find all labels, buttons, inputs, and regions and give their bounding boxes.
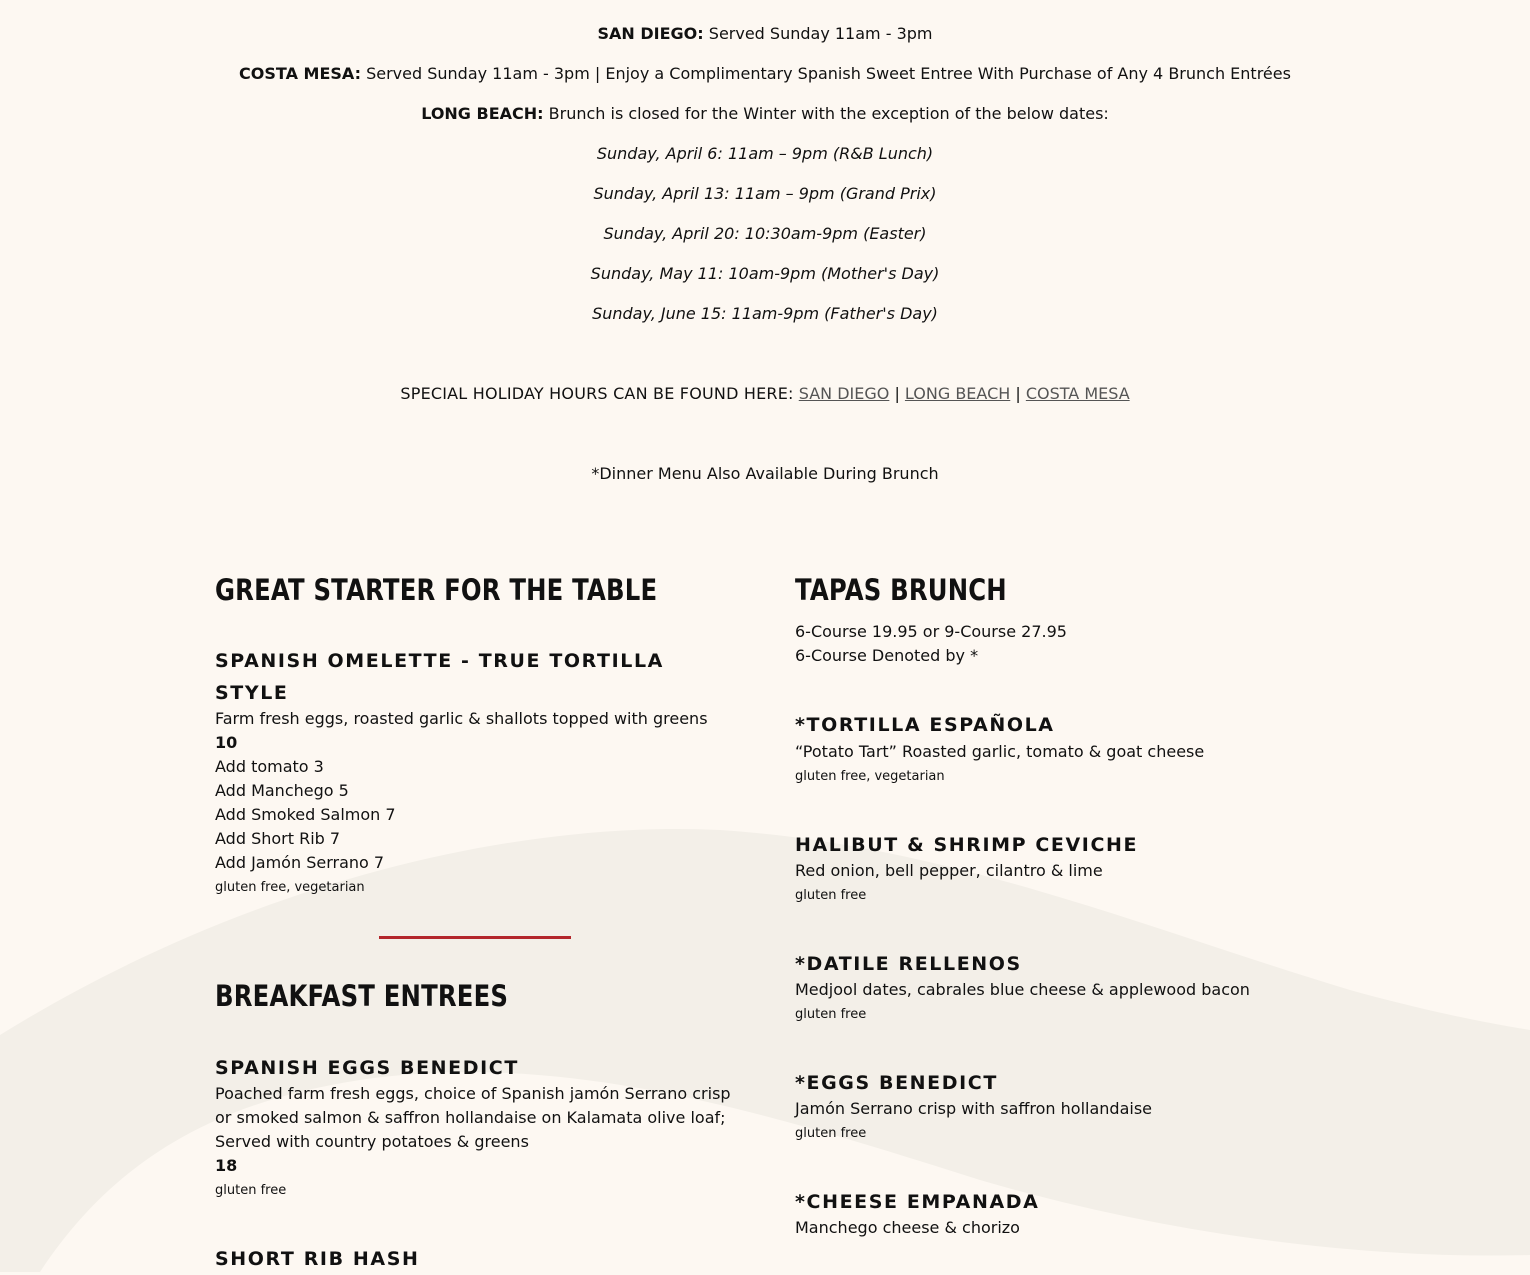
menu-item-title: SPANISH EGGS BENEDICT: [215, 1057, 519, 1079]
menu-item-description: “Potato Tart” Roasted garlic, tomato & goat cheese: [795, 742, 1205, 761]
long-beach-text: Brunch is closed for the Winter with the exception of the below dates:: [548, 104, 1109, 123]
date-text: Sunday, April 13: 11am – 9pm (Grand Prix): [593, 184, 937, 203]
menu-item-description: Red onion, bell pepper, cilantro & lime: [795, 861, 1103, 880]
dietary-tags: gluten free: [795, 888, 867, 903]
dietary-tags: gluten free, vegetarian: [795, 769, 945, 784]
holiday-link-san-diego[interactable]: SAN DIEGO: [798, 384, 890, 403]
menu-item-description: Farm fresh eggs, roasted garlic & shallots topped with greens: [215, 709, 708, 728]
date-text: Sunday, April 20: 10:30am-9pm (Easter): [603, 224, 927, 243]
long-beach-date: [0, 302, 1530, 326]
addon-item: Add Smoked Salmon 7: [215, 805, 396, 824]
long-beach-hours: [0, 102, 1530, 126]
costa-mesa-hours: [0, 62, 1530, 86]
long-beach-date: [0, 262, 1530, 286]
menu-item-description: Manchego cheese & chorizo: [795, 1218, 1020, 1237]
holiday-hours-line: [0, 382, 1530, 406]
costa-mesa-text: Served Sunday 11am - 3pm | Enjoy a Complimentary Spanish Sweet Entree With Purchase of Any 4 Brunch Entrées: [366, 64, 1291, 83]
addon-item: Add Short Rib 7: [215, 829, 341, 848]
section-divider: [379, 936, 571, 939]
course-note: 6-Course Denoted by *: [795, 646, 979, 665]
menu-item-title: HALIBUT & SHRIMP CEVICHE: [795, 834, 1139, 856]
san-diego-hours: [0, 22, 1530, 46]
long-beach-date: [0, 182, 1530, 206]
menu-item-description: Poached farm fresh eggs, choice of Spanish jamón Serrano crisp or smoked salmon & saffron hollandaise on Kalamata olive loaf; Served with country potatoes & greens: [215, 1084, 731, 1151]
holiday-link-costa-mesa[interactable]: COSTA MESA: [1025, 384, 1130, 403]
dietary-tags: gluten free: [795, 1126, 867, 1141]
holiday-link-long-beach[interactable]: LONG BEACH: [904, 384, 1011, 403]
date-text: Sunday, April 6: 11am – 9pm (R&B Lunch): [596, 144, 934, 163]
menu-item-description: Medjool dates, cabrales blue cheese & applewood bacon: [795, 980, 1250, 999]
addon-item: Add Manchego 5: [215, 781, 349, 800]
breakfast-heading: BREAKFAST ENTREES: [215, 979, 509, 1013]
menu-item-title: SHORT RIB HASH: [215, 1248, 420, 1270]
menu-item-title: *CHEESE EMPANADA: [795, 1191, 1040, 1213]
link-separator: |: [894, 384, 900, 403]
menu-item-price: 18: [215, 1156, 238, 1175]
tapas-heading: TAPAS BRUNCH: [795, 573, 1007, 607]
menu-item-title: *TORTILLA ESPAÑOLA: [795, 714, 1055, 736]
dietary-tags: gluten free: [795, 1007, 867, 1022]
dinner-menu-note: *Dinner Menu Also Available During Brunch: [591, 464, 939, 483]
menu-item-title: *EGGS BENEDICT: [795, 1072, 998, 1094]
addon-item: Add Jamón Serrano 7: [215, 853, 385, 872]
san-diego-label: SAN DIEGO:: [597, 24, 704, 43]
link-separator: |: [1015, 384, 1021, 403]
dietary-tags: gluten free: [215, 1183, 287, 1198]
addon-item: Add tomato 3: [215, 757, 324, 776]
menu-item-description: Jamón Serrano crisp with saffron hollandaise: [795, 1099, 1153, 1118]
san-diego-text: Served Sunday 11am - 3pm: [708, 24, 933, 43]
menu-item-title: SPANISH OMELETTE - TRUE TORTILLA STYLE: [215, 650, 664, 704]
holiday-hours-label: SPECIAL HOLIDAY HOURS CAN BE FOUND HERE:: [400, 384, 794, 403]
dietary-tags: gluten free, vegetarian: [215, 880, 365, 895]
long-beach-date: [0, 142, 1530, 166]
starter-heading: GREAT STARTER FOR THE TABLE: [215, 573, 658, 607]
course-pricing: 6-Course 19.95 or 9-Course 27.95: [795, 622, 1067, 641]
long-beach-label: LONG BEACH:: [421, 104, 544, 123]
menu-item-title: *DATILE RELLENOS: [795, 953, 1022, 975]
costa-mesa-label: COSTA MESA:: [239, 64, 361, 83]
menu-item-price: 10: [215, 733, 238, 752]
date-text: Sunday, June 15: 11am-9pm (Father's Day): [592, 304, 938, 323]
long-beach-date: [0, 222, 1530, 246]
date-text: Sunday, May 11: 10am-9pm (Mother's Day): [590, 264, 940, 283]
